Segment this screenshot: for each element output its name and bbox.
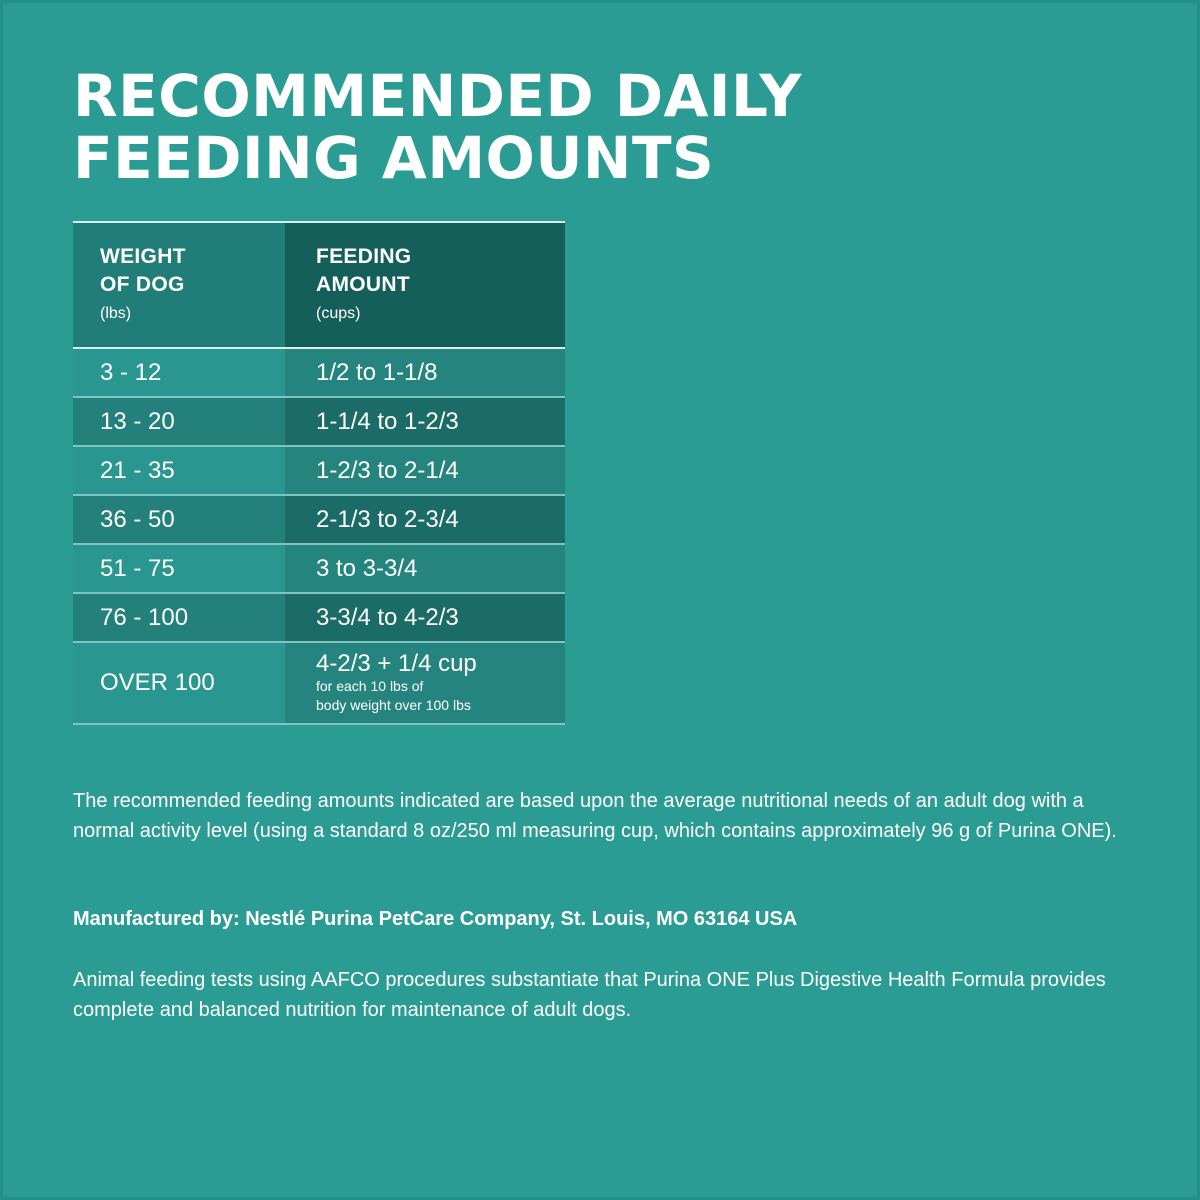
weight-cell: 76 - 100 [73,594,285,641]
aafco-paragraph: Animal feeding tests using AAFCO procedures substantiate that Purina ONE Plus Digestive Health Formula provides complete and balanced nutrition for maintenance of adult dogs. [73,969,1106,1021]
header-weight-unit: (lbs) [100,305,132,322]
header-weight-line1: WEIGHT [100,245,186,268]
weight-cell: 21 - 35 [73,447,285,494]
amount-main: 4-2/3 + 1/4 cup [316,650,477,677]
amount-note-line2: body weight over 100 lbs [316,697,471,713]
header-weight-line2: OF DOG [100,273,185,296]
weight-cell: 3 - 12 [73,349,285,396]
table-row [73,496,565,545]
amount-cell: 3-3/4 to 4-2/3 [285,594,565,641]
amount-cell: 3 to 3-3/4 [285,545,565,592]
weight-cell: OVER 100 [73,643,285,723]
table-row [73,447,565,496]
weight-cell: 13 - 20 [73,398,285,445]
header-amount-unit: (cups) [316,305,361,322]
manufacturer-paragraph: Manufactured by: Nestlé Purina PetCare Company, St. Louis, MO 63164 USA [73,908,798,930]
amount-cell: 2-1/3 to 2-3/4 [285,496,565,543]
amount-cell [285,643,565,723]
header-weight-cell [73,223,285,347]
weight-cell: 51 - 75 [73,545,285,592]
header-amount-cell [285,223,565,347]
page-title [73,62,973,192]
amount-cell: 1/2 to 1-1/8 [285,349,565,396]
amount-cell: 1-1/4 to 1-2/3 [285,398,565,445]
feeding-table [73,221,565,725]
header-amount-line1: FEEDING [316,245,412,268]
table-header [73,221,565,349]
weight-cell: 36 - 50 [73,496,285,543]
title-line-1: RECOMMENDED DAILY [73,62,802,130]
feeding-note-paragraph: The recommended feeding amounts indicated are based upon the average nutritional needs of an adult dog with a normal activity level (using a standard 8 oz/250 ml measuring cup, which contains approximately 96 g of Purina ONE). [73,790,1117,842]
amount-note-line1: for each 10 lbs of [316,678,424,694]
header-amount-line2: AMOUNT [316,273,410,296]
table-row [73,349,565,398]
table-row-over-100 [73,643,565,725]
table-row [73,594,565,643]
table-row [73,545,565,594]
title-line-2: FEEDING AMOUNTS [73,124,715,192]
table-row [73,398,565,447]
amount-cell: 1-2/3 to 2-1/4 [285,447,565,494]
